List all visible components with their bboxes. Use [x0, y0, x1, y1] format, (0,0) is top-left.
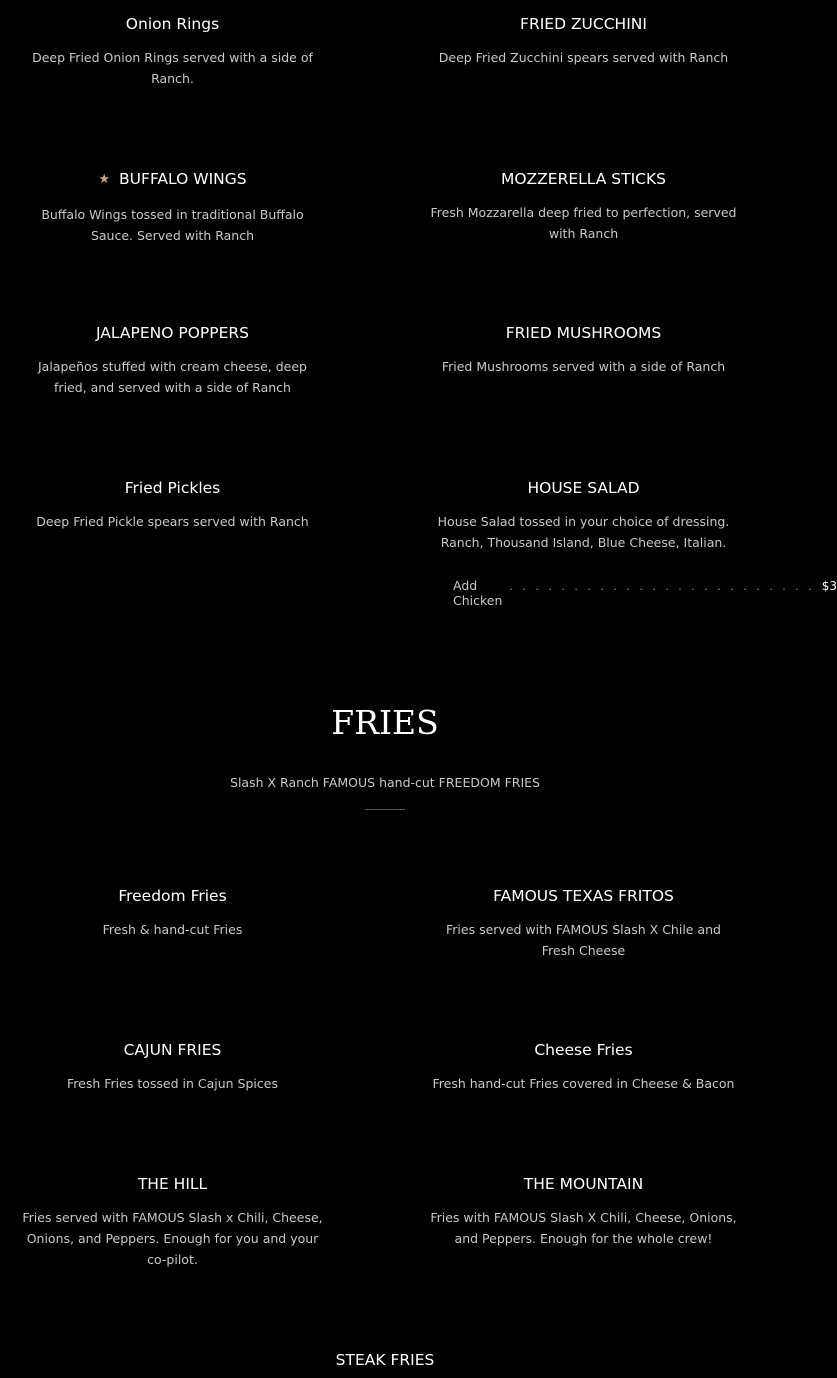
menu-item-mozzerella-sticks	[430, 169, 737, 244]
item-description: Fresh Fries tossed in Cajun Spices	[67, 1076, 278, 1091]
item-title-text: BUFFALO WINGS	[119, 170, 247, 188]
item-description: Buffalo Wings tossed in traditional Buffalo Sauce. Served with Ranch	[41, 207, 304, 243]
item-description: Fries served with FAMOUS Slash x Chili, Cheese, Onions, and Peppers. Enough for you and your co-pilot.	[22, 1210, 323, 1267]
menu-item-cajun-fries	[20, 1040, 325, 1094]
menu-item-the-mountain	[430, 1174, 737, 1249]
item-description: Fresh Mozzarella deep fried to perfection, served with Ranch	[430, 205, 737, 241]
item-description: Fries with FAMOUS Slash X Chili, Cheese, Onions, and Peppers. Enough for the whole crew!	[430, 1210, 737, 1246]
star-icon: ★	[98, 172, 111, 187]
item-title: FAMOUS TEXAS FRITOS	[493, 887, 674, 905]
house-salad-addon	[453, 578, 837, 608]
menu-item-buffalo-wings	[20, 169, 325, 246]
menu-item-fried-zucchini	[430, 14, 737, 68]
menu-item-cheese-fries	[430, 1040, 737, 1094]
section-divider	[365, 809, 405, 810]
section-subtitle: Slash X Ranch FAMOUS hand-cut FREEDOM FRIES	[230, 775, 540, 790]
item-description: Fries served with FAMOUS Slash X Chile and Fresh Cheese	[446, 922, 721, 958]
addon-price: $3	[821, 579, 837, 593]
menu-item-jalapeno-poppers	[20, 323, 325, 398]
addon-dot-leader: . . . . . . . . . . . . . . . . . . . . . . . .	[509, 580, 815, 593]
menu-item-steak-fries	[0, 1350, 770, 1370]
menu-item-house-salad	[430, 478, 737, 553]
item-description: House Salad tossed in your choice of dressing. Ranch, Thousand Island, Blue Cheese, Italian.	[437, 514, 730, 550]
item-description: Fresh & hand-cut Fries	[102, 922, 243, 937]
item-description: Deep Fried Onion Rings served with a side of Ranch.	[32, 50, 313, 86]
menu-item-onion-rings	[20, 14, 325, 89]
item-title: MOZZERELLA STICKS	[500, 170, 667, 188]
section-title-fries: FRIES	[331, 703, 439, 742]
item-title: Freedom Fries	[118, 887, 227, 905]
item-description: Deep Fried Pickle spears served with Ranch	[36, 514, 309, 529]
item-title: THE HILL	[137, 1175, 208, 1193]
menu-item-famous-texas-fritos	[430, 886, 737, 961]
item-title: Onion Rings	[125, 15, 220, 33]
menu-item-the-hill	[20, 1174, 325, 1270]
item-title: FRIED ZUCCHINI	[520, 15, 647, 33]
item-description: Fried Mushrooms served with a side of Ranch	[441, 359, 726, 374]
item-description: Deep Fried Zucchini spears served with Ranch	[438, 50, 729, 65]
item-title: FRIED MUSHROOMS	[505, 324, 662, 342]
item-title: STEAK FRIES	[335, 1351, 435, 1369]
item-description: Jalapeños stuffed with cream cheese, deep fried, and served with a side of Ranch	[37, 359, 307, 395]
item-title: CAJUN FRIES	[123, 1041, 222, 1059]
item-title: JALAPENO POPPERS	[95, 324, 249, 342]
menu-item-freedom-fries	[20, 886, 325, 940]
addon-label: Add Chicken	[453, 578, 503, 608]
item-title: Fried Pickles	[124, 479, 221, 497]
item-description: Fresh hand-cut Fries covered in Cheese & Bacon	[432, 1076, 735, 1091]
item-title: HOUSE SALAD	[527, 479, 640, 497]
item-title	[20, 169, 325, 191]
menu-item-fried-mushrooms	[430, 323, 737, 377]
menu-item-fried-pickles	[20, 478, 325, 532]
item-title: Cheese Fries	[534, 1041, 633, 1059]
item-title: THE MOUNTAIN	[523, 1175, 644, 1193]
